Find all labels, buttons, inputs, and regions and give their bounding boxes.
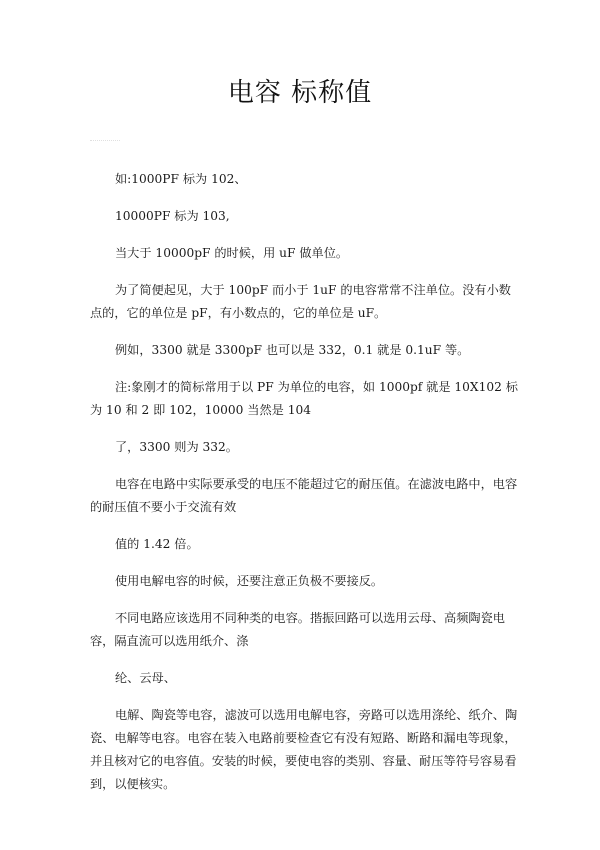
paragraph-2: 10000PF 标为 103, (115, 209, 230, 223)
paragraph-4: 为了简便起见，大于 100pF 而小于 1uF 的电容常常不注单位。没有小数点的，它的单位是 pF，有小数点的，它的单位是 uF。 (90, 283, 511, 320)
paragraph-9: 值的 1.42 倍。 (115, 537, 199, 551)
paragraph-10: 使用电解电容的时候，还要注意正负极不要接反。 (115, 574, 384, 588)
paragraph-11: 不同电路应该选用不同种类的电容。揩振回路可以选用云母、高频陶瓷电容，隔直流可以选用纸介、涤 (90, 611, 505, 648)
paragraph-8: 电容在电路中实际要承受的电压不能超过它的耐压值。在滤波电路中，电容的耐压值不要小于交流有效 (90, 477, 518, 514)
paragraph-1: 如:1000PF 标为 102、 (115, 172, 247, 186)
paragraph-12: 纶、云母、 (115, 671, 176, 685)
paragraph-6: 注:象刚才的简标常用于以 PF 为单位的电容，如 1000pf 就是 10X102 标为 10 和 2 即 102，10000 当然是 104 (90, 380, 518, 417)
paragraph-5: 例如，3300 就是 3300pF 也可以是 332，0.1 就是 0.1uF 等。 (115, 343, 470, 357)
header-divider (90, 140, 120, 141)
paragraph-3: 当大于 10000pF 的时候，用 uF 做单位。 (115, 246, 349, 260)
paragraph-7: 了，3300 则为 332。 (115, 440, 238, 454)
document-title: 电容 标称值 (227, 78, 373, 108)
document-body (90, 168, 520, 810)
paragraph-13: 电解、陶瓷等电容，滤波可以选用电解电容，旁路可以选用涤纶、纸介、陶瓷、电解等电容。电容在装入电路前要检查它有没有短路、断路和漏电等现象，并且核对它的电容值。安装的时候，要使电容的类别、容量、耐压等符号容易看到，以便核实。 (90, 708, 518, 791)
